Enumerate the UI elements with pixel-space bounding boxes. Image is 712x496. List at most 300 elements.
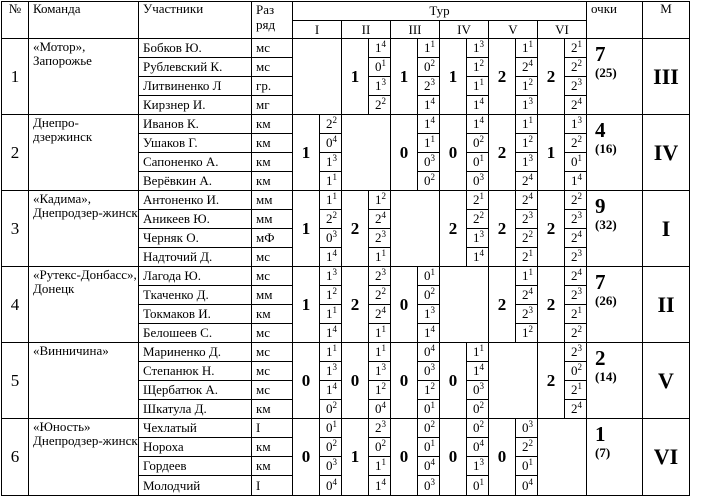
round-result: 0 [293, 343, 320, 419]
game-score: 0 [424, 458, 431, 473]
player-rank: км [252, 438, 293, 457]
board-number: 4 [577, 172, 582, 182]
game-result [516, 153, 538, 172]
team-name: «Винничина» [29, 343, 139, 419]
game-score: 2 [473, 192, 480, 207]
game-points: (25) [595, 65, 617, 80]
game-score: 1 [522, 268, 529, 283]
game-result [369, 381, 391, 400]
game-score: 2 [571, 230, 578, 245]
game-result [565, 172, 587, 191]
board-number: 4 [430, 115, 435, 125]
board-number: 2 [430, 381, 435, 391]
player-rank: км [252, 305, 293, 324]
game-result [320, 324, 342, 343]
player-name: Рублевский К. [139, 58, 252, 77]
game-result [320, 248, 342, 267]
game-score: 1 [473, 78, 480, 93]
game-score: 0 [424, 477, 431, 493]
game-result [418, 476, 440, 496]
board-number: 3 [528, 96, 533, 106]
game-result [369, 457, 391, 476]
game-result [369, 343, 391, 362]
tournament-crosstable [1, 1, 690, 496]
game-score: 0 [326, 439, 333, 454]
board-number: 4 [577, 267, 582, 277]
game-score: 0 [424, 344, 431, 359]
match-points: 7 [595, 270, 606, 294]
board-number: 1 [479, 191, 484, 201]
team-points [587, 267, 643, 343]
board-number: 3 [479, 457, 484, 467]
game-result [467, 77, 489, 96]
game-result [516, 438, 538, 457]
player-rank: мс [252, 381, 293, 400]
game-result [467, 343, 489, 362]
game-score: 1 [571, 116, 578, 131]
game-score: 2 [522, 211, 529, 226]
game-score: 1 [522, 78, 529, 93]
round-result: 0 [391, 267, 418, 343]
game-score: 2 [571, 78, 578, 93]
round-result: 1 [538, 115, 565, 191]
game-result [418, 153, 440, 172]
board-number: 1 [381, 324, 386, 334]
board-number: 1 [577, 305, 582, 315]
game-result [516, 419, 538, 438]
round-result: 1 [293, 115, 320, 191]
player-name: Степанюк Н. [139, 362, 252, 381]
header-tour: Тур [293, 2, 587, 21]
player-name: Иванов К. [139, 115, 252, 134]
game-score: 0 [326, 420, 333, 435]
game-result [320, 191, 342, 210]
board-number: 1 [332, 419, 337, 429]
board-number: 3 [332, 362, 337, 372]
game-result [320, 286, 342, 305]
game-score: 0 [571, 154, 578, 169]
board-number: 2 [381, 96, 386, 106]
game-result [467, 400, 489, 419]
board-number: 4 [479, 362, 484, 372]
game-score: 0 [424, 173, 431, 188]
header-players: Участники [139, 2, 252, 39]
game-result [516, 134, 538, 153]
game-result [369, 267, 391, 286]
board-number: 2 [381, 381, 386, 391]
game-result [565, 286, 587, 305]
game-score: 1 [424, 135, 431, 150]
game-result [369, 438, 391, 457]
round-result: 2 [538, 39, 565, 115]
board-number: 1 [479, 476, 484, 487]
round-result: 0 [391, 419, 418, 496]
game-score: 0 [424, 439, 431, 454]
game-score: 1 [326, 268, 333, 283]
player-rank: мм [252, 210, 293, 229]
game-score: 2 [522, 439, 529, 454]
game-result [418, 381, 440, 400]
player-rank: мс [252, 267, 293, 286]
match-points: 7 [595, 42, 606, 66]
game-score: 0 [473, 439, 480, 454]
game-result [320, 381, 342, 400]
player-name: Надточий Д. [139, 248, 252, 267]
game-result [320, 210, 342, 229]
game-result [516, 39, 538, 58]
game-score: 1 [424, 40, 431, 55]
game-score: 0 [473, 401, 480, 416]
game-score: 0 [326, 458, 333, 473]
board-number: 1 [479, 153, 484, 163]
game-score: 0 [326, 230, 333, 245]
board-number: 4 [430, 96, 435, 106]
board-number: 2 [381, 191, 386, 201]
board-number: 3 [577, 115, 582, 125]
board-number: 1 [528, 267, 533, 277]
match-points: 2 [595, 346, 606, 370]
round-result: 2 [538, 191, 565, 267]
game-score: 1 [326, 325, 333, 340]
match-points: 4 [595, 118, 606, 142]
round-result: 2 [538, 343, 565, 419]
header-round-3: III [391, 21, 440, 39]
game-score: 1 [326, 173, 333, 188]
round-result: 0 [293, 419, 320, 496]
board-number: 2 [479, 419, 484, 429]
board-number: 1 [430, 267, 435, 277]
self-match-blank [489, 343, 538, 419]
board-number: 1 [479, 77, 484, 87]
board-number: 2 [577, 362, 582, 372]
board-number: 4 [430, 343, 435, 353]
round-result: 0 [440, 419, 467, 496]
game-result [320, 172, 342, 191]
game-result [369, 362, 391, 381]
round-result: 0 [489, 419, 516, 496]
game-result [565, 267, 587, 286]
game-result [418, 172, 440, 191]
game-result [320, 229, 342, 248]
team-number: 4 [2, 267, 29, 343]
board-number: 4 [332, 381, 337, 391]
game-score: 1 [424, 306, 431, 321]
game-points: (32) [595, 217, 617, 232]
board-number: 2 [528, 229, 533, 239]
board-number: 4 [381, 400, 386, 410]
game-score: 2 [326, 211, 333, 226]
player-name: Лагода Ю. [139, 267, 252, 286]
game-result [467, 115, 489, 134]
board-number: 4 [528, 191, 533, 201]
game-score: 0 [375, 59, 382, 74]
game-score: 1 [522, 116, 529, 131]
player-name: Нороха [139, 438, 252, 457]
game-score: 2 [522, 59, 529, 74]
game-score: 0 [522, 420, 529, 435]
board-number: 3 [528, 210, 533, 220]
team-name: «Юность» Днепродзер-жинск [29, 419, 139, 496]
game-result [516, 248, 538, 267]
game-score: 2 [571, 344, 578, 359]
team-place: VI [643, 419, 690, 496]
game-result [467, 362, 489, 381]
game-score: 1 [473, 344, 480, 359]
board-number: 1 [528, 248, 533, 258]
game-result [369, 419, 391, 438]
board-number: 3 [577, 248, 582, 258]
game-score: 1 [326, 344, 333, 359]
board-number: 2 [332, 286, 337, 296]
player-rank: мс [252, 58, 293, 77]
player-rank: мг [252, 96, 293, 115]
game-score: 0 [424, 363, 431, 378]
game-score: 1 [522, 325, 529, 340]
board-number: 3 [332, 267, 337, 277]
self-match-blank [538, 419, 587, 496]
board-number: 1 [430, 134, 435, 144]
round-result: 0 [440, 115, 467, 191]
game-score: 1 [375, 325, 382, 340]
game-result [516, 77, 538, 96]
game-score: 0 [375, 439, 382, 454]
game-result [565, 324, 587, 343]
player-rank: мм [252, 191, 293, 210]
board-number: 4 [381, 210, 386, 220]
game-result [369, 248, 391, 267]
board-number: 1 [577, 381, 582, 391]
player-rank: мм [252, 286, 293, 305]
player-row [2, 267, 690, 286]
game-score: 1 [571, 173, 578, 188]
player-name: Белошеев С. [139, 324, 252, 343]
team-name: «Рутекс-Донбасс», Донецк [29, 267, 139, 343]
game-result [418, 400, 440, 419]
board-number: 3 [430, 77, 435, 87]
game-score: 1 [522, 40, 529, 55]
board-number: 3 [430, 305, 435, 315]
game-score: 1 [424, 325, 431, 340]
game-result [418, 362, 440, 381]
team-number: 5 [2, 343, 29, 419]
board-number: 3 [528, 153, 533, 163]
player-name: Антоненко И. [139, 191, 252, 210]
board-number: 3 [430, 153, 435, 163]
player-row [2, 343, 690, 362]
game-points: (16) [595, 141, 617, 156]
game-result [467, 457, 489, 476]
header-round-5: V [489, 21, 538, 39]
player-name: Аникеев Ю. [139, 210, 252, 229]
game-score: 1 [326, 192, 333, 207]
game-result [565, 134, 587, 153]
game-result [516, 476, 538, 496]
board-number: 4 [430, 324, 435, 334]
board-number: 4 [479, 248, 484, 258]
game-result [369, 229, 391, 248]
game-result [418, 324, 440, 343]
player-name: Верёвкин А. [139, 172, 252, 191]
board-number: 1 [528, 39, 533, 49]
player-rank: I [252, 476, 293, 496]
board-number: 2 [479, 400, 484, 410]
board-number: 3 [332, 153, 337, 163]
game-result [467, 419, 489, 438]
game-result [418, 286, 440, 305]
game-result [467, 381, 489, 400]
board-number: 1 [381, 457, 386, 467]
game-score: 2 [571, 382, 578, 397]
game-score: 2 [522, 192, 529, 207]
board-number: 3 [381, 267, 386, 277]
game-score: 0 [473, 477, 480, 493]
game-result [418, 39, 440, 58]
game-score: 1 [375, 40, 382, 55]
game-score: 2 [424, 78, 431, 93]
game-result [516, 267, 538, 286]
game-score: 1 [326, 306, 333, 321]
game-result [516, 305, 538, 324]
player-name: Чехлатый [139, 419, 252, 438]
player-name: Бобков Ю. [139, 39, 252, 58]
game-result [467, 248, 489, 267]
board-number: 2 [479, 134, 484, 144]
game-result [467, 210, 489, 229]
game-score: 0 [473, 135, 480, 150]
team-name: «Кадима», Днепродзер-жинск [29, 191, 139, 267]
board-number: 3 [528, 419, 533, 429]
game-score: 1 [326, 363, 333, 378]
game-score: 2 [375, 268, 382, 283]
header-rank-line2: ряд [256, 17, 276, 32]
game-result [565, 153, 587, 172]
game-score: 1 [473, 59, 480, 74]
game-result [467, 134, 489, 153]
player-name: Ткаченко Д. [139, 286, 252, 305]
game-score: 1 [424, 382, 431, 397]
game-score: 2 [375, 97, 382, 112]
header-round-2: II [342, 21, 391, 39]
board-number: 3 [577, 343, 582, 353]
game-result [516, 229, 538, 248]
board-number: 2 [577, 324, 582, 334]
player-rank: мс [252, 248, 293, 267]
game-result [369, 286, 391, 305]
team-place: IV [643, 115, 690, 191]
game-result [369, 96, 391, 115]
player-rank: км [252, 134, 293, 153]
game-score: 0 [326, 135, 333, 150]
game-score: 2 [571, 268, 578, 283]
game-score: 0 [473, 382, 480, 397]
self-match-blank [342, 115, 391, 191]
board-number: 2 [430, 172, 435, 182]
game-result [418, 438, 440, 457]
team-place: II [643, 267, 690, 343]
player-name: Литвиненко Л [139, 77, 252, 96]
board-number: 1 [479, 343, 484, 353]
board-number: 2 [332, 210, 337, 220]
game-result [467, 96, 489, 115]
board-number: 4 [332, 476, 337, 487]
game-result [467, 476, 489, 496]
player-row [2, 115, 690, 134]
game-score: 2 [571, 192, 578, 207]
board-number: 2 [577, 134, 582, 144]
game-result [565, 305, 587, 324]
board-number: 3 [332, 229, 337, 239]
team-points [587, 115, 643, 191]
player-rank: мФ [252, 229, 293, 248]
game-score: 1 [473, 230, 480, 245]
board-number: 4 [332, 324, 337, 334]
game-score: 1 [522, 135, 529, 150]
player-rank: км [252, 115, 293, 134]
board-number: 2 [381, 286, 386, 296]
board-number: 2 [528, 134, 533, 144]
board-number: 1 [381, 343, 386, 353]
game-score: 1 [473, 116, 480, 131]
self-match-blank [293, 39, 342, 115]
game-points: (7) [595, 445, 611, 460]
game-result [369, 39, 391, 58]
game-score: 2 [375, 420, 382, 435]
board-number: 1 [430, 400, 435, 410]
header-points: очки [587, 2, 643, 39]
player-rank: км [252, 400, 293, 419]
player-rank: км [252, 172, 293, 191]
game-score: 0 [424, 268, 431, 283]
game-score: 1 [522, 97, 529, 112]
board-number: 2 [528, 438, 533, 448]
game-result [369, 476, 391, 496]
round-result: 2 [538, 267, 565, 343]
header-rank [252, 2, 293, 39]
board-number: 3 [479, 172, 484, 182]
player-name: Шкатула Д. [139, 400, 252, 419]
game-result [516, 210, 538, 229]
game-result [418, 343, 440, 362]
game-score: 1 [375, 78, 382, 93]
round-result: 1 [391, 39, 418, 115]
board-number: 4 [528, 476, 533, 487]
header-team: Команда [29, 2, 139, 39]
board-number: 3 [332, 457, 337, 467]
team-number: 1 [2, 39, 29, 115]
board-number: 1 [577, 39, 582, 49]
game-result [418, 267, 440, 286]
game-score: 1 [375, 477, 382, 493]
game-score: 2 [473, 211, 480, 226]
player-rank: гр. [252, 77, 293, 96]
game-result [516, 115, 538, 134]
team-name: «Мотор», Запорожье [29, 39, 139, 115]
game-result [418, 77, 440, 96]
board-number: 1 [430, 438, 435, 448]
self-match-blank [440, 267, 489, 343]
game-result [369, 58, 391, 77]
team-name: Днепро-дзержинск [29, 115, 139, 191]
game-score: 0 [522, 477, 529, 493]
game-result [565, 77, 587, 96]
player-rank: мс [252, 39, 293, 58]
game-result [320, 153, 342, 172]
board-number: 2 [577, 58, 582, 68]
game-score: 1 [326, 154, 333, 169]
board-number: 3 [430, 362, 435, 372]
round-result: 0 [391, 115, 418, 191]
player-name: Кирзнер И. [139, 96, 252, 115]
